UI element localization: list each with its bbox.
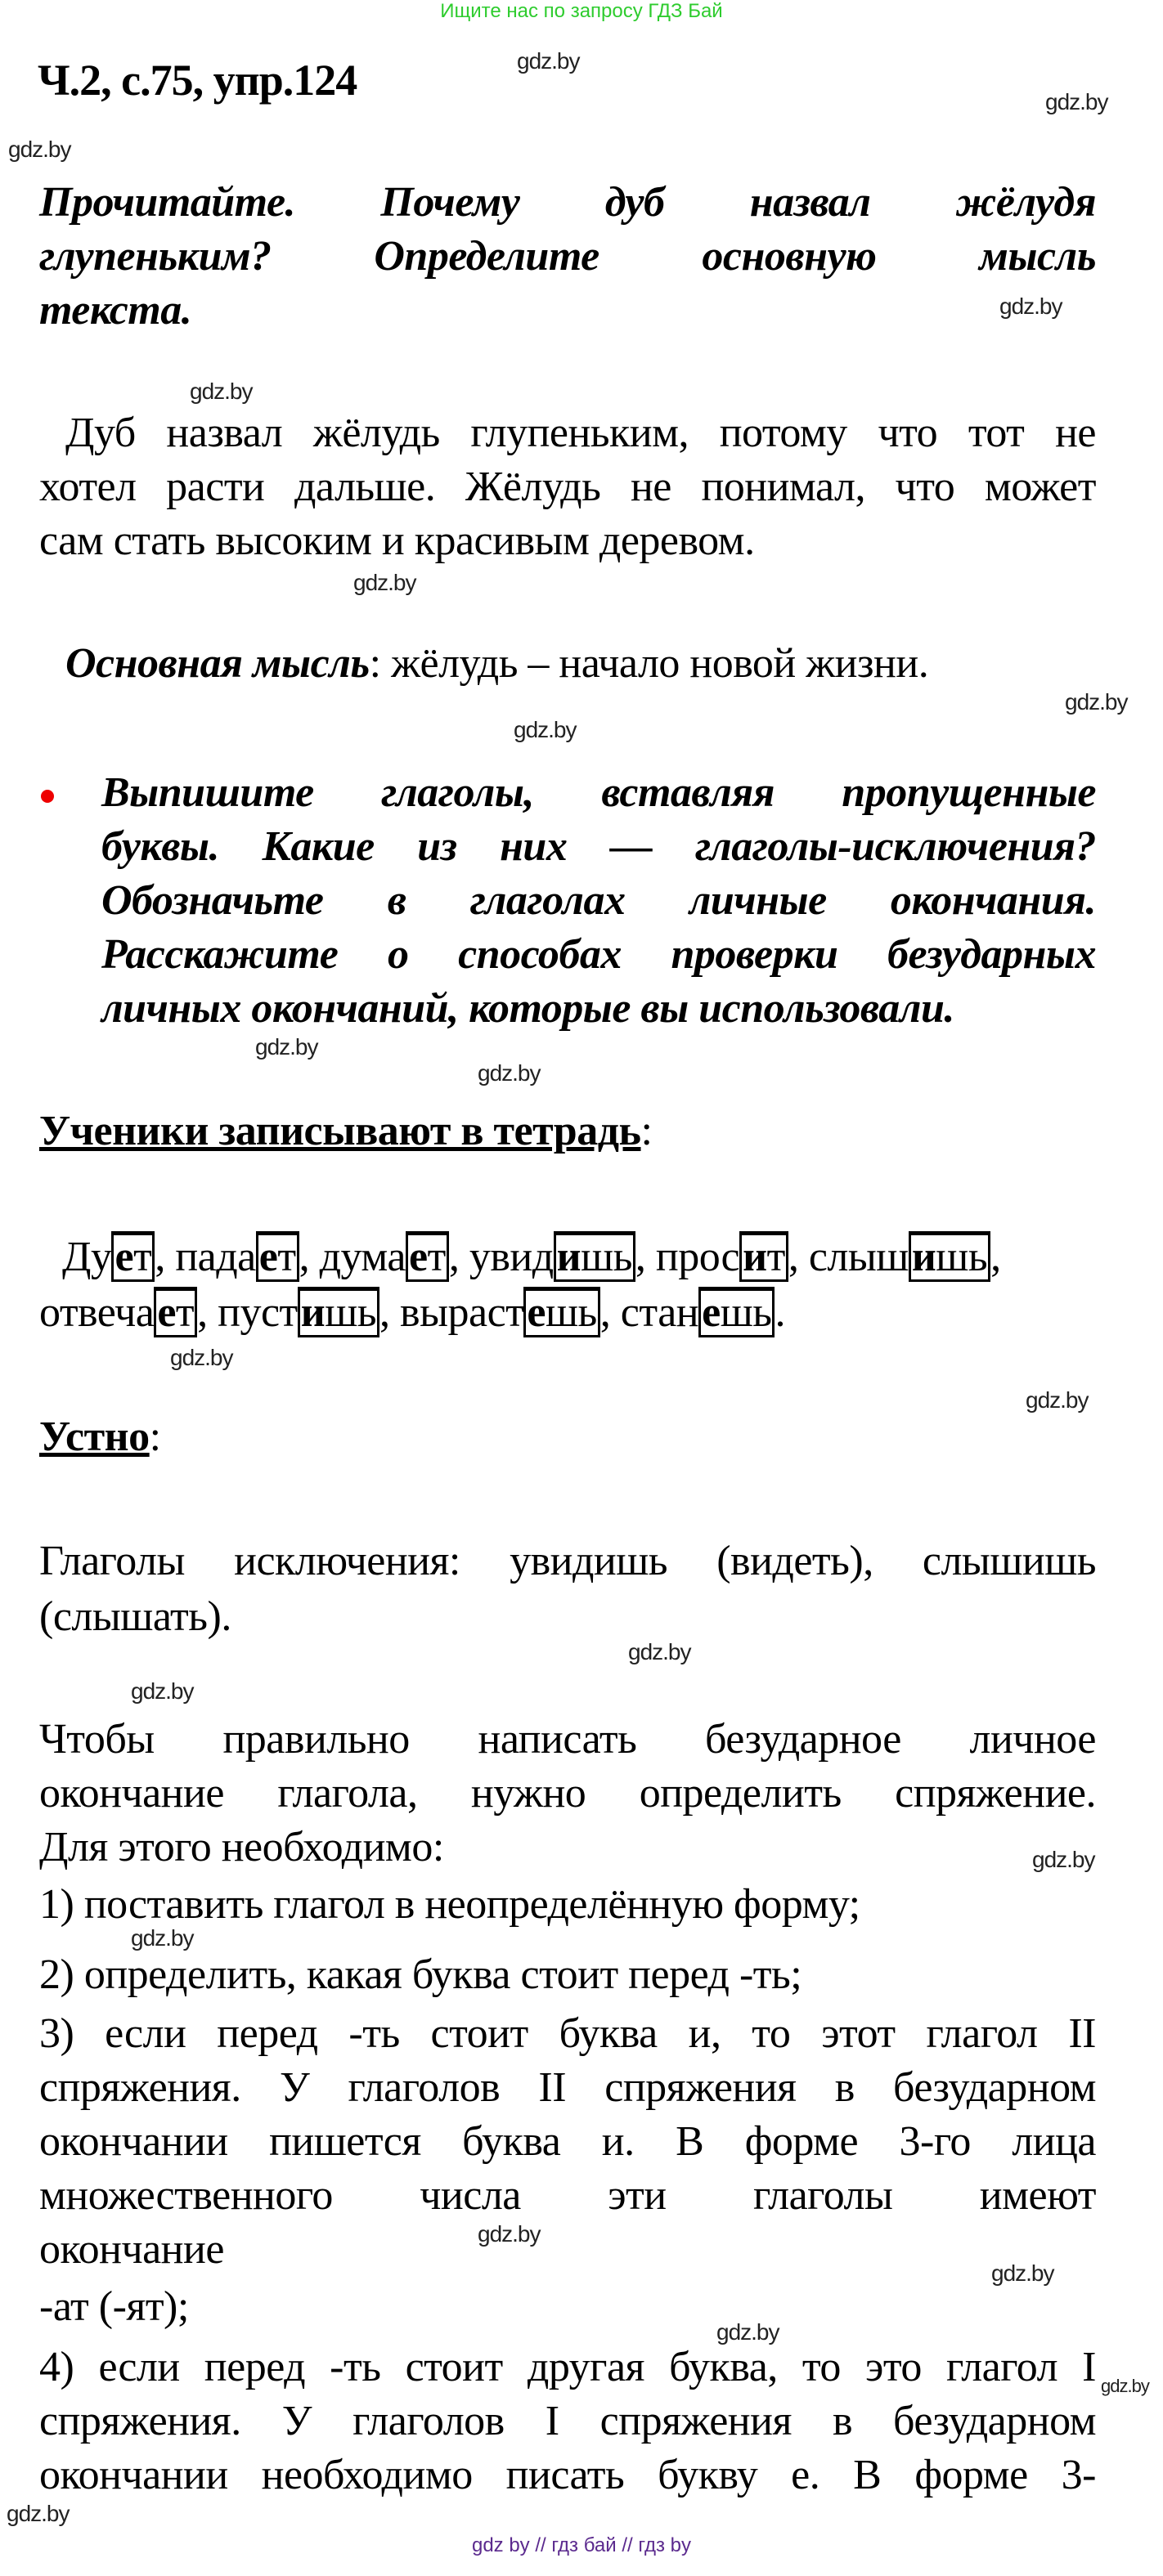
- verb-ending-vowel: е: [702, 1289, 721, 1336]
- verb: [320, 1234, 469, 1280]
- verb-ending-vowel: е: [115, 1234, 134, 1280]
- verb-stem: стан: [620, 1289, 699, 1336]
- verb-ending-rest: шь: [936, 1234, 988, 1280]
- verb-separator: ,: [990, 1234, 1001, 1280]
- verbs-line: [62, 1231, 1001, 1284]
- exceptions-line: Глаголы исключения: увидишь (видеть), слышишь: [39, 1538, 1096, 1584]
- verb-ending-box: [554, 1231, 635, 1282]
- watermark: gdz.by: [1045, 89, 1108, 114]
- verb-ending-rest: шь: [581, 1234, 632, 1280]
- oral-heading-label: Устно: [39, 1413, 150, 1460]
- main-idea-label: Основная мысль: [65, 640, 370, 687]
- rule-line: окончание: [39, 2226, 224, 2273]
- watermark: gdz.by: [517, 48, 580, 74]
- rule-line: окончание глагола, нужно определить спряжение.: [39, 1770, 1096, 1817]
- verb-separator: ,: [635, 1234, 656, 1280]
- verb-ending-rest: т: [427, 1234, 446, 1280]
- verb-ending-box: [739, 1231, 788, 1282]
- bullet-icon: [41, 790, 54, 803]
- verb-ending-box: [406, 1231, 449, 1282]
- footer-links[interactable]: gdz by // гдз бай // гдз by: [471, 2534, 692, 2556]
- verb-ending-rest: шь: [545, 1289, 597, 1336]
- watermark: gdz.by: [1101, 2376, 1149, 2396]
- task-text-line: личных окончаний, которые вы использовали.: [101, 985, 954, 1032]
- verb: [809, 1234, 1001, 1280]
- answer-text-line: Дуб назвал жёлудь глупеньким, потому что тот не: [65, 410, 1096, 456]
- verb-ending-vowel: и: [556, 1234, 582, 1280]
- task-text-line: Выпишите глаголы, вставляя пропущенные: [101, 769, 1096, 816]
- verb-ending-box: [154, 1287, 197, 1337]
- verb-separator: ,: [299, 1234, 320, 1280]
- rule-line: спряжения. У глаголов II спряжения в безударном: [39, 2064, 1096, 2111]
- watermark: gdz.by: [131, 1925, 194, 1951]
- exceptions-line: (слышать).: [39, 1593, 231, 1640]
- rule-line: Чтобы правильно написать безударное личное: [39, 1716, 1096, 1763]
- watermark: gdz.by: [1026, 1387, 1089, 1413]
- verb-ending-rest: шь: [325, 1289, 377, 1336]
- verb-separator: ,: [788, 1234, 809, 1280]
- watermark: gdz.by: [7, 2501, 70, 2526]
- watermark: gdz.by: [1032, 1847, 1095, 1872]
- verb-separator: ,: [448, 1234, 469, 1280]
- verb-ending-vowel: е: [409, 1234, 428, 1280]
- verb: [218, 1289, 400, 1336]
- notebook-heading: [39, 1109, 652, 1154]
- verb: [469, 1234, 656, 1280]
- watermark: gdz.by: [628, 1639, 691, 1664]
- verb-stem: пуст: [218, 1289, 298, 1336]
- verb-separator: ,: [197, 1289, 218, 1336]
- verb-ending-rest: т: [133, 1234, 152, 1280]
- oral-heading: [39, 1414, 161, 1460]
- watermark: gdz.by: [999, 293, 1062, 319]
- rule-line: 2) определить, какая буква стоит перед -ть;: [39, 1951, 802, 1998]
- verb-stem: слыш: [808, 1234, 909, 1280]
- task-text-line: Прочитайте. Почему дуб назвал жёлудя: [39, 179, 1096, 226]
- task-text-line: Обозначьте в глаголах личные окончания.: [101, 877, 1096, 924]
- rule-line: окончании необходимо писать букву е. В форме 3-: [39, 2452, 1096, 2498]
- verb-separator: ,: [599, 1289, 621, 1336]
- watermark: gdz.by: [170, 1345, 233, 1370]
- watermark: gdz.by: [131, 1678, 194, 1704]
- rule-line: спряжения. У глаголов I спряжения в безударном: [39, 2398, 1096, 2444]
- top-banner-link[interactable]: Ищите нас по запросу ГДЗ Бай: [440, 0, 723, 22]
- verb-stem: увид: [469, 1234, 554, 1280]
- verb: [39, 1289, 218, 1336]
- verb-stem: пада: [175, 1234, 256, 1280]
- verb: [62, 1234, 175, 1280]
- verb-ending-vowel: и: [743, 1234, 767, 1280]
- verb-ending-rest: т: [766, 1234, 785, 1280]
- verb-stem: выраст: [400, 1289, 524, 1336]
- verb-separator: .: [775, 1289, 785, 1336]
- rule-line: 4) если перед -ть стоит другая буква, то это глагол I: [39, 2344, 1096, 2390]
- watermark: gdz.by: [478, 1060, 541, 1086]
- rule-line: -ат (-ят);: [39, 2283, 189, 2330]
- verbs-line: [39, 1287, 785, 1339]
- verb-ending-box: [298, 1287, 379, 1337]
- verb-ending-rest: шь: [720, 1289, 772, 1336]
- verb-ending-box: [111, 1231, 155, 1282]
- rule-line: множественного числа эти глаголы имеют: [39, 2172, 1096, 2219]
- verb: [175, 1234, 319, 1280]
- task-text-line: буквы. Какие из них — глаголы-исключения?: [101, 823, 1096, 870]
- verb-stem: прос: [655, 1234, 740, 1280]
- verb-ending-vowel: и: [300, 1289, 326, 1336]
- task-text-line: Расскажите о способах проверки безударных: [101, 931, 1096, 978]
- main-idea: [65, 641, 928, 687]
- main-idea-text: : жёлудь – начало новой жизни.: [369, 640, 929, 687]
- verb-stem: отвеча: [39, 1289, 155, 1336]
- task-text-line: глупеньким? Определите основную мысль: [39, 233, 1096, 280]
- verb-ending-vowel: е: [258, 1234, 278, 1280]
- verb-separator: ,: [379, 1289, 401, 1336]
- verb-ending-vowel: е: [527, 1289, 546, 1336]
- rule-line: окончании пишется буква и. В форме 3-го лица: [39, 2118, 1096, 2165]
- verb-ending-box: [523, 1287, 599, 1337]
- notebook-heading-label: Ученики записывают в тетрадь: [39, 1108, 641, 1154]
- verb: [621, 1289, 785, 1336]
- watermark: gdz.by: [255, 1034, 318, 1060]
- verb-ending-vowel: и: [911, 1234, 936, 1280]
- rule-line: 3) если перед -ть стоит буква и, то этот глагол II: [39, 2010, 1096, 2057]
- verb-ending-vowel: е: [157, 1289, 176, 1336]
- verb-ending-box: [698, 1287, 775, 1337]
- oral-heading-colon: :: [149, 1413, 161, 1460]
- watermark: gdz.by: [991, 2260, 1054, 2286]
- verb-ending-box: [909, 1231, 990, 1282]
- watermark: gdz.by: [190, 379, 253, 404]
- watermark: gdz.by: [514, 717, 577, 742]
- verb: [656, 1234, 809, 1280]
- watermark: gdz.by: [1065, 689, 1128, 715]
- watermark: gdz.by: [353, 570, 416, 595]
- verb-ending-box: [256, 1231, 299, 1282]
- watermark: gdz.by: [716, 2319, 779, 2345]
- answer-text-line: хотел расти дальше. Жёлудь не понимал, что может: [39, 464, 1096, 510]
- task-text-line: текста.: [39, 287, 192, 334]
- notebook-heading-colon: :: [640, 1108, 653, 1154]
- page-title: Ч.2, с.75, упр.124: [38, 56, 357, 105]
- verb-separator: ,: [155, 1234, 176, 1280]
- verb-stem: дума: [319, 1234, 406, 1280]
- rule-line: Для этого необходимо:: [39, 1824, 444, 1870]
- rule-line: 1) поставить глагол в неопределённую форму;: [39, 1881, 860, 1928]
- answer-text-line: сам стать высоким и красивым деревом.: [39, 517, 755, 564]
- verb-ending-rest: т: [175, 1289, 195, 1336]
- watermark: gdz.by: [8, 137, 71, 162]
- verb-stem: Ду: [62, 1234, 112, 1280]
- watermark: gdz.by: [478, 2221, 541, 2247]
- verb: [400, 1289, 621, 1336]
- verb-ending-rest: т: [277, 1234, 296, 1280]
